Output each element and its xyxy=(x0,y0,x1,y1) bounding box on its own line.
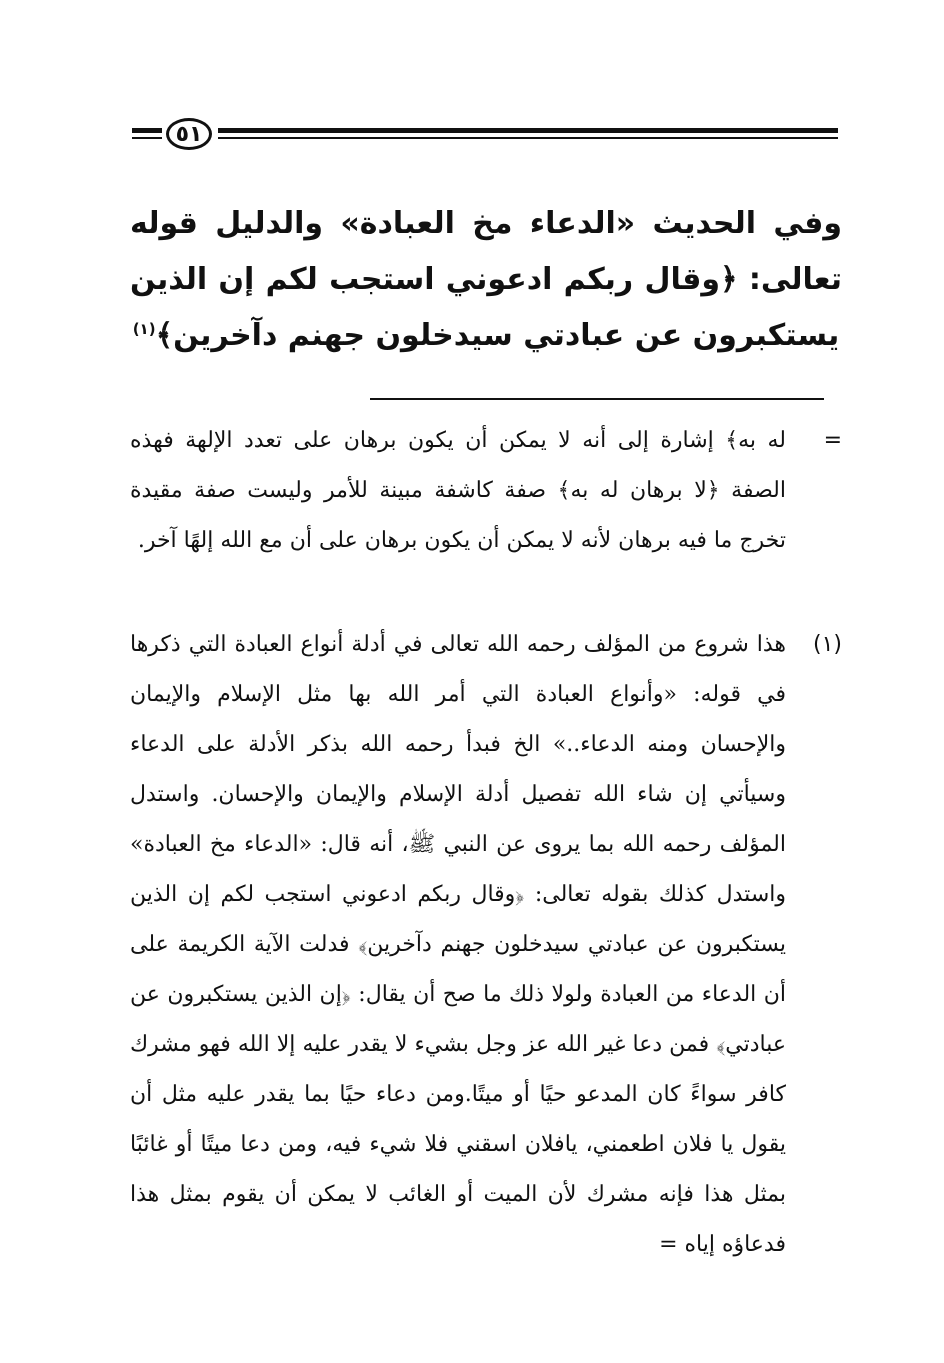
footnote-text: له به﴾ إشارة إلى أنه لا يمكن أن يكون برهان على تعدد الإلهة فهذه الصفة ﴿لا برهان له به﴾ صفة كاشفة مبينة للأمر وليست صفة مقيدة تخرج ما فيه برهان لأنه لا يمكن أن يكون برهان على أن مع الله إلهًا آخر. xyxy=(130,428,786,553)
header-rule xyxy=(218,128,838,133)
main-text-body: وفي الحديث «الدعاء مخ العبادة» والدليل قوله تعالى: ﴿وقال ربكم ادعوني استجب لكم إن الذين يستكبرون عن عبادتي سيدخلون جهنم دآخرين﴾ xyxy=(130,206,842,353)
header-rule-left-thin xyxy=(132,137,162,139)
main-text xyxy=(130,196,842,364)
footnote-marker: = xyxy=(823,428,842,453)
header-rule-left xyxy=(132,128,162,133)
footnote-separator xyxy=(370,398,824,400)
footnote-continuation xyxy=(130,416,842,566)
footnote-reference: (١) xyxy=(132,320,156,338)
page-header xyxy=(132,118,838,158)
footnote-marker: (١) xyxy=(812,632,842,657)
footnote-text: هذا شروع من المؤلف رحمه الله تعالى في أدلة أنواع العبادة التي ذكرها في قوله: «وأنواع العبادة التي أمر الله بها مثل الإسلام والإيمان والإحسان ومنه الدعاء..» الخ فبدأ رحمه الله بذكر الأدلة على الدعاء وسيأتي إن شاء الله تفصيل أدلة الإسلام والإيمان والإحسان. واستدل المؤلف رحمه الله بما يروى عن النبي ﷺ، أنه قال: «الدعاء مخ العبادة» واستدل كذلك بقوله تعالى: ﴿وقال ربكم ادعوني استجب لكم إن الذين يستكبرون عن عبادتي سيدخلون جهنم دآخرين﴾ فدلت الآية الكريمة على أن الدعاء من العبادة ولولا ذلك ما صح أن يقال: ﴿إن الذين يستكبرون عن عبادتي﴾ فمن دعا غير الله عز وجل بشيء لا يقدر عليه إلا الله فهو مشرك كافر سواءً كان المدعو حيًا أو ميتًا.ومن دعاء حيًا بما يقدر عليه مثل أن يقول يا فلان اطعمني، يافلان اسقني فلا شيء فيه، ومن دعا ميتًا أو غائبًا بمثل هذا فإنه مشرك لأن الميت أو الغائب لا يمكن أن يقوم بمثل هذا فدعاؤه إياه = xyxy=(130,632,786,1257)
footnote-1 xyxy=(130,620,842,1270)
header-rule-thin xyxy=(218,137,838,139)
page-number: ٥١ xyxy=(166,118,212,150)
